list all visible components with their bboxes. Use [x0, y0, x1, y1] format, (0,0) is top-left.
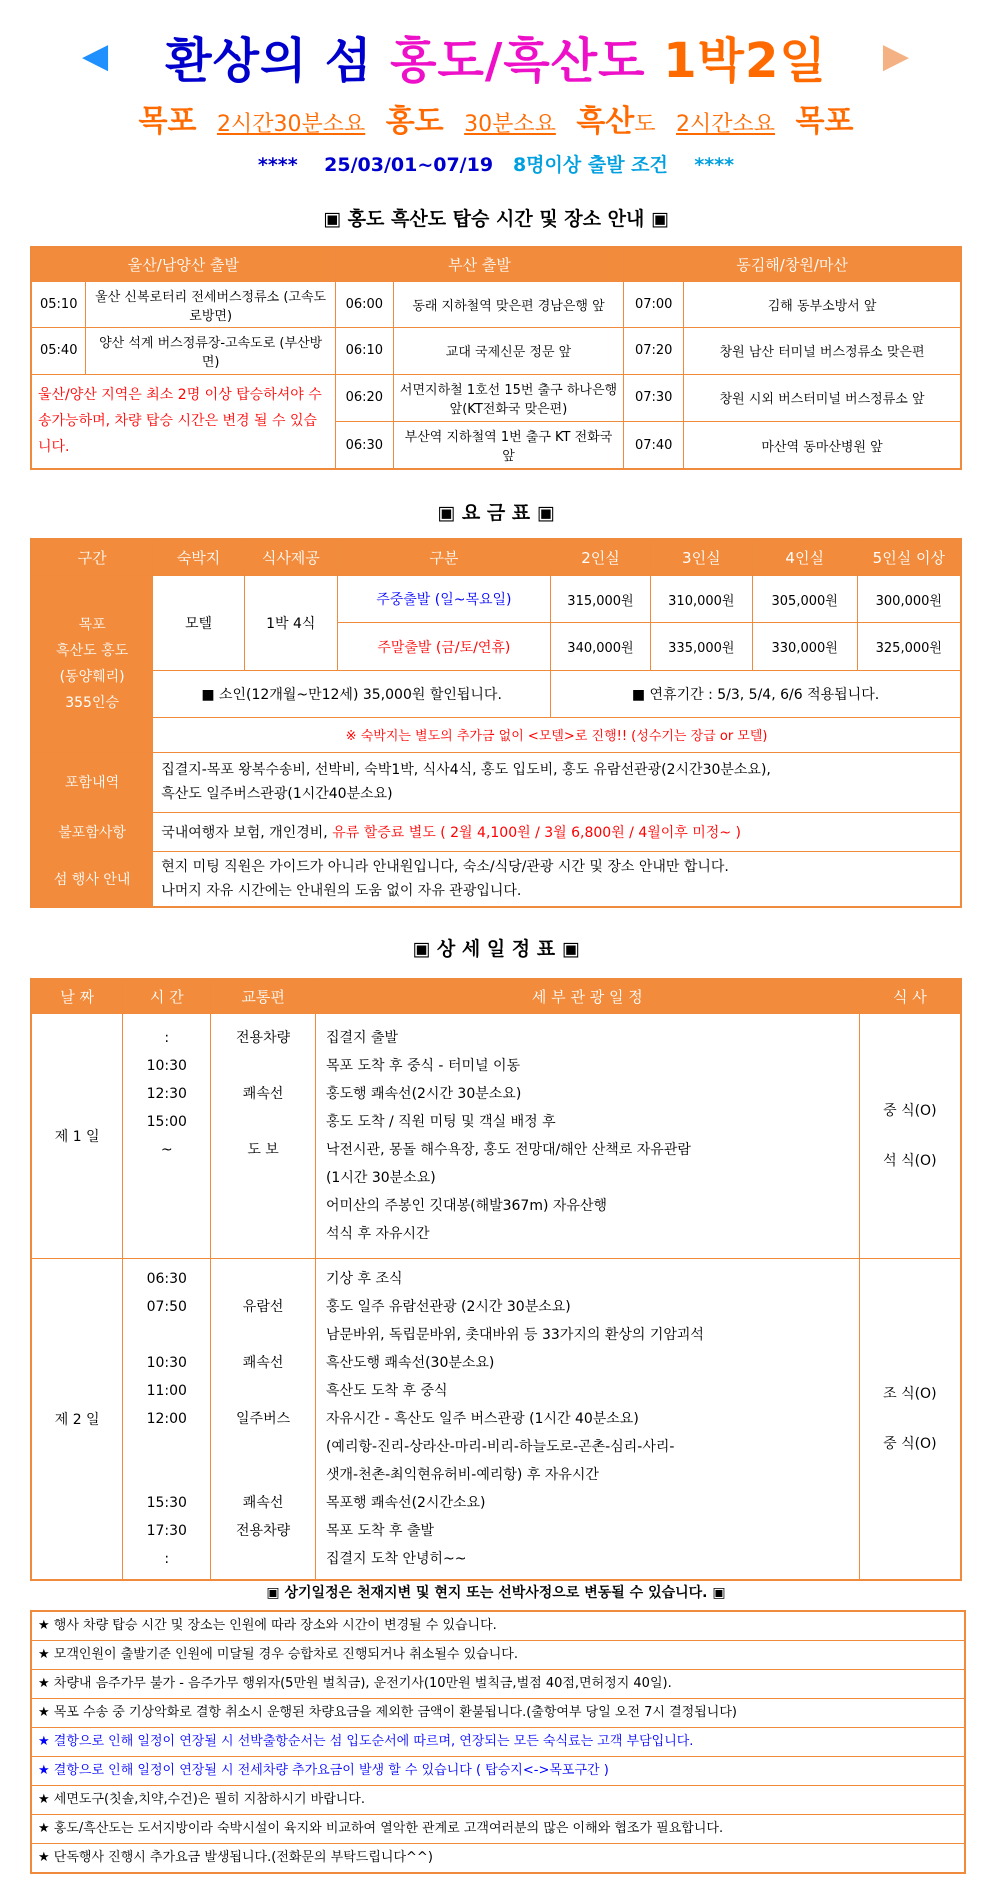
ulsan-place: 양산 석계 버스정류장-고속도로 (부산방면) [86, 328, 335, 374]
ulsan-time: 05:40 [31, 328, 86, 374]
fee-header-2p: 2인실 [551, 539, 651, 576]
east-time: 07:40 [624, 422, 684, 469]
day1-transport: 전용차량 쾌속선 도 보 [211, 1013, 316, 1258]
ulsan-note: 울산/양산 지역은 최소 2명 이상 탑승하셔야 수송가능하며, 차량 탑승 시간은 변경 될 수 있습니다. [31, 374, 335, 469]
notes-box [30, 1610, 966, 1874]
day2-transport: 유람선 쾌속선 일주버스 쾌속선 전용차량 [211, 1258, 316, 1580]
fee-price: 300,000원 [857, 576, 961, 623]
note-item: ★ 결항으로 인해 일정이 연장될 시 전세차량 추가요금이 발생 할 수 있습니다 ( 탑승지<->목포구간 ) [32, 1757, 964, 1786]
day2-times: 06:30 07:50 10:30 11:00 12:00 15:30 17:30 : [123, 1258, 211, 1580]
period-dates: 25/03/01~07/19 [324, 154, 494, 176]
fee-header-meals: 식사제공 [244, 539, 337, 576]
guide-label: 섬 행사 안내 [31, 851, 153, 907]
schedule-table [30, 978, 962, 1581]
note-item: ★ 차량내 음주가무 불가 - 음주가무 행위자(5만원 벌칙금), 운전기사(10만원 벌칙금,벌점 40점,면허정지 40일). [32, 1670, 964, 1699]
sched-header-detail: 세 부 관 광 일 정 [315, 979, 859, 1013]
schedule-section-title: ▣ 상 세 일 정 표 ▣ [412, 938, 580, 960]
route-duration-3: 2시간소요 [676, 112, 776, 137]
fee-header-5p: 5인실 이상 [857, 539, 961, 576]
excluded-label: 불포함사항 [31, 812, 153, 851]
fee-price: 330,000원 [752, 623, 857, 670]
note-item: ★ 세면도구(칫솔,치약,수건)은 필히 지참하시기 바랍니다. [32, 1786, 964, 1815]
child-discount-note: ■ 소인(12개월~만12세) 35,000원 할인됩니다. [153, 670, 551, 717]
fee-price: 340,000원 [551, 623, 651, 670]
fee-price: 315,000원 [551, 576, 651, 623]
busan-place: 부산역 지하철역 1번 출구 KT 전화국 앞 [393, 422, 623, 469]
fee-route-cell: 목포 흑산도 홍도 (동양훼리) 355인승 [31, 576, 153, 752]
fee-header-type: 구분 [337, 539, 550, 576]
page-title [0, 22, 992, 91]
note-item: ★ 홍도/흑산도는 도서지방이라 숙박시설이 육지와 비교하여 열악한 관계로 고객여러분의 많은 이해와 협조가 필요합니다. [32, 1815, 964, 1844]
period-condition: 8명이상 출발 조건 [512, 154, 668, 176]
note-item: ★ 단독행사 진행시 추가요금 발생됩니다.(전화문의 부탁드립니다^^) [38, 1850, 433, 1865]
busan-place: 교대 국제신문 정문 앞 [393, 328, 623, 374]
fee-price: 325,000원 [857, 623, 961, 670]
route-place-3: 흑산도 [576, 104, 656, 139]
schedule-footer: ▣ 상기일정은 천재지변 및 현지 또는 선박사정으로 변동될 수 있습니다. ▣ [266, 1585, 726, 1601]
fee-price: 335,000원 [650, 623, 752, 670]
ulsan-place: 울산 신복로터리 전세버스정류소 (고속도로방면) [86, 281, 335, 327]
route-place-1: 목포 [138, 104, 197, 139]
boarding-section-title: ▣ 홍도 흑산도 탑승 시간 및 장소 안내 ▣ [323, 208, 669, 230]
note-item: ★ 모객인원이 출발기준 인원에 미달될 경우 승합차로 진행되거나 취소될수 있습니다. [32, 1641, 964, 1670]
holiday-note: ■ 연휴기간 : 5/3, 5/4, 6/6 적용됩니다. [551, 670, 961, 717]
route-place-2: 홍도 [385, 104, 444, 139]
sched-header-meal: 식 사 [859, 979, 961, 1013]
period-line [0, 150, 992, 177]
boarding-header-busan: 부산 출발 [335, 247, 623, 281]
excluded-text: 국내여행자 보험, 개인경비, 유류 할증료 별도 ( 2월 4,100원 / 3월 6,800원 / 4월이후 미정~ ) [153, 812, 961, 851]
east-time: 07:30 [624, 374, 684, 421]
busan-time: 06:00 [335, 281, 393, 327]
fee-header-lodging: 숙박지 [153, 539, 245, 576]
east-place: 김해 동부소방서 앞 [684, 281, 961, 327]
sched-header-date: 날 짜 [31, 979, 123, 1013]
fee-lodging: 모텔 [153, 576, 245, 671]
lodging-note: ※ 숙박지는 별도의 추가금 없이 <모텔>로 진행!! (성수기는 장급 or 모텔) [153, 718, 961, 752]
busan-time: 06:20 [335, 374, 393, 421]
note-item: ★ 행사 차량 탑승 시간 및 장소는 인원에 따라 장소와 시간이 변경될 수 있습니다. [32, 1612, 964, 1641]
boarding-table [30, 246, 962, 470]
east-place: 창원 시외 버스터미널 버스정류소 앞 [684, 374, 961, 421]
note-item: ★ 결항으로 인해 일정이 연장될 시 선박출항순서는 섬 입도순서에 따르며, 연장되는 모든 숙식료는 고객 부담입니다. [32, 1728, 964, 1757]
busan-time: 06:10 [335, 328, 393, 374]
day1-items: 집결지 출발 목포 도착 후 중식 - 터미널 이동 홍도행 쾌속선(2시간 30분소요) 홍도 도착 / 직원 미팅 및 객실 배정 후 낙전시관, 몽돌 해수욕장, 홍도 전망대/해안 산책로 자유관람 (1시간 30분소요) 어미산의 주봉인 깃대봉(해발367m) 자유산행 석식 후 자유시간 [315, 1013, 859, 1258]
fee-header-route: 구간 [31, 539, 153, 576]
east-place: 창원 남산 터미널 버스정류소 맞은편 [684, 328, 961, 374]
day2-meals: 조 식(O) 중 식(O) [859, 1258, 961, 1580]
triangle-right-icon: ▶ [882, 36, 910, 76]
note-item: ★ 목포 수송 중 기상악화로 결항 취소시 운행된 차량요금을 제외한 금액이 환불됩니다.(출항여부 당일 오전 7시 결정됩니다) [32, 1699, 964, 1728]
sched-header-time: 시 간 [123, 979, 211, 1013]
route-duration-2: 30분소요 [464, 112, 556, 137]
east-place: 마산역 동마산병원 앞 [684, 422, 961, 469]
day1-times: : 10:30 12:30 15:00 ~ [123, 1013, 211, 1258]
fee-weekday-label: 주중출발 (일~목요일) [337, 576, 550, 623]
fee-weekend-label: 주말출발 (금/토/연휴) [337, 623, 550, 670]
stars-left: **** [257, 154, 298, 176]
triangle-left-icon: ◀ [82, 36, 110, 76]
sched-header-transport: 교통편 [211, 979, 316, 1013]
route-duration-1: 2시간30분소요 [216, 112, 366, 137]
fee-header-4p: 4인실 [752, 539, 857, 576]
fee-price: 310,000원 [650, 576, 752, 623]
fee-table [30, 538, 962, 908]
stars-right: **** [694, 154, 735, 176]
day2-items: 기상 후 조식 홍도 일주 유람선관광 (2시간 30분소요) 남문바위, 독립문바위, 촛대바위 등 33가지의 환상의 기암괴석 흑산도행 쾌속선(30분소요) 흑산도 도착 후 중식 자유시간 - 흑산도 일주 버스관광 (1시간 40분소요) (예리항-진리-상라산-마리-비리-하늘도로-곤촌-심리-사리- 샛개-천촌-최익현유허비-예리항) 후 자유시간 목포행 쾌속선(2시간소요) 목포 도착 후 출발 집결지 도착 안녕히~~ [315, 1258, 859, 1580]
boarding-header-ulsan: 울산/남양산 출발 [31, 247, 335, 281]
ulsan-time: 05:10 [31, 281, 86, 327]
boarding-header-east: 동김해/창원/마산 [624, 247, 961, 281]
day1-meals: 중 식(O) 석 식(O) [859, 1013, 961, 1258]
route-line [0, 96, 992, 140]
fee-section-title: ▣ 요 금 표 ▣ [437, 502, 555, 524]
title-suffix: 1박2일 [663, 33, 827, 89]
included-label: 포함내역 [31, 752, 153, 812]
title-highlight: 홍도/흑산도 [390, 33, 646, 89]
busan-time: 06:30 [335, 422, 393, 469]
day2-label: 제 2 일 [31, 1258, 123, 1580]
day1-label: 제 1 일 [31, 1013, 123, 1258]
busan-place: 서면지하철 1호선 15번 출구 하나은행 앞(KT전화국 맞은편) [393, 374, 623, 421]
busan-place: 동래 지하철역 맞은편 경남은행 앞 [393, 281, 623, 327]
guide-text: 현지 미팅 직원은 가이드가 아니라 안내원입니다, 숙소/식당/관광 시간 및 장소 안내만 합니다. 나머지 자유 시간에는 안내원의 도움 없이 자유 관광입니다. [153, 851, 961, 907]
east-time: 07:00 [624, 281, 684, 327]
east-time: 07:20 [624, 328, 684, 374]
route-place-4: 목포 [795, 104, 854, 139]
fee-header-3p: 3인실 [650, 539, 752, 576]
included-text: 집결지-목포 왕복수송비, 선박비, 숙박1박, 식사4식, 홍도 입도비, 홍도 유람선관광(2시간30분소요), 흑산도 일주버스관광(1시간40분소요) [153, 752, 961, 812]
title-prefix: 환상의 섬 [165, 33, 373, 89]
fee-meals: 1박 4식 [244, 576, 337, 671]
fee-price: 305,000원 [752, 576, 857, 623]
